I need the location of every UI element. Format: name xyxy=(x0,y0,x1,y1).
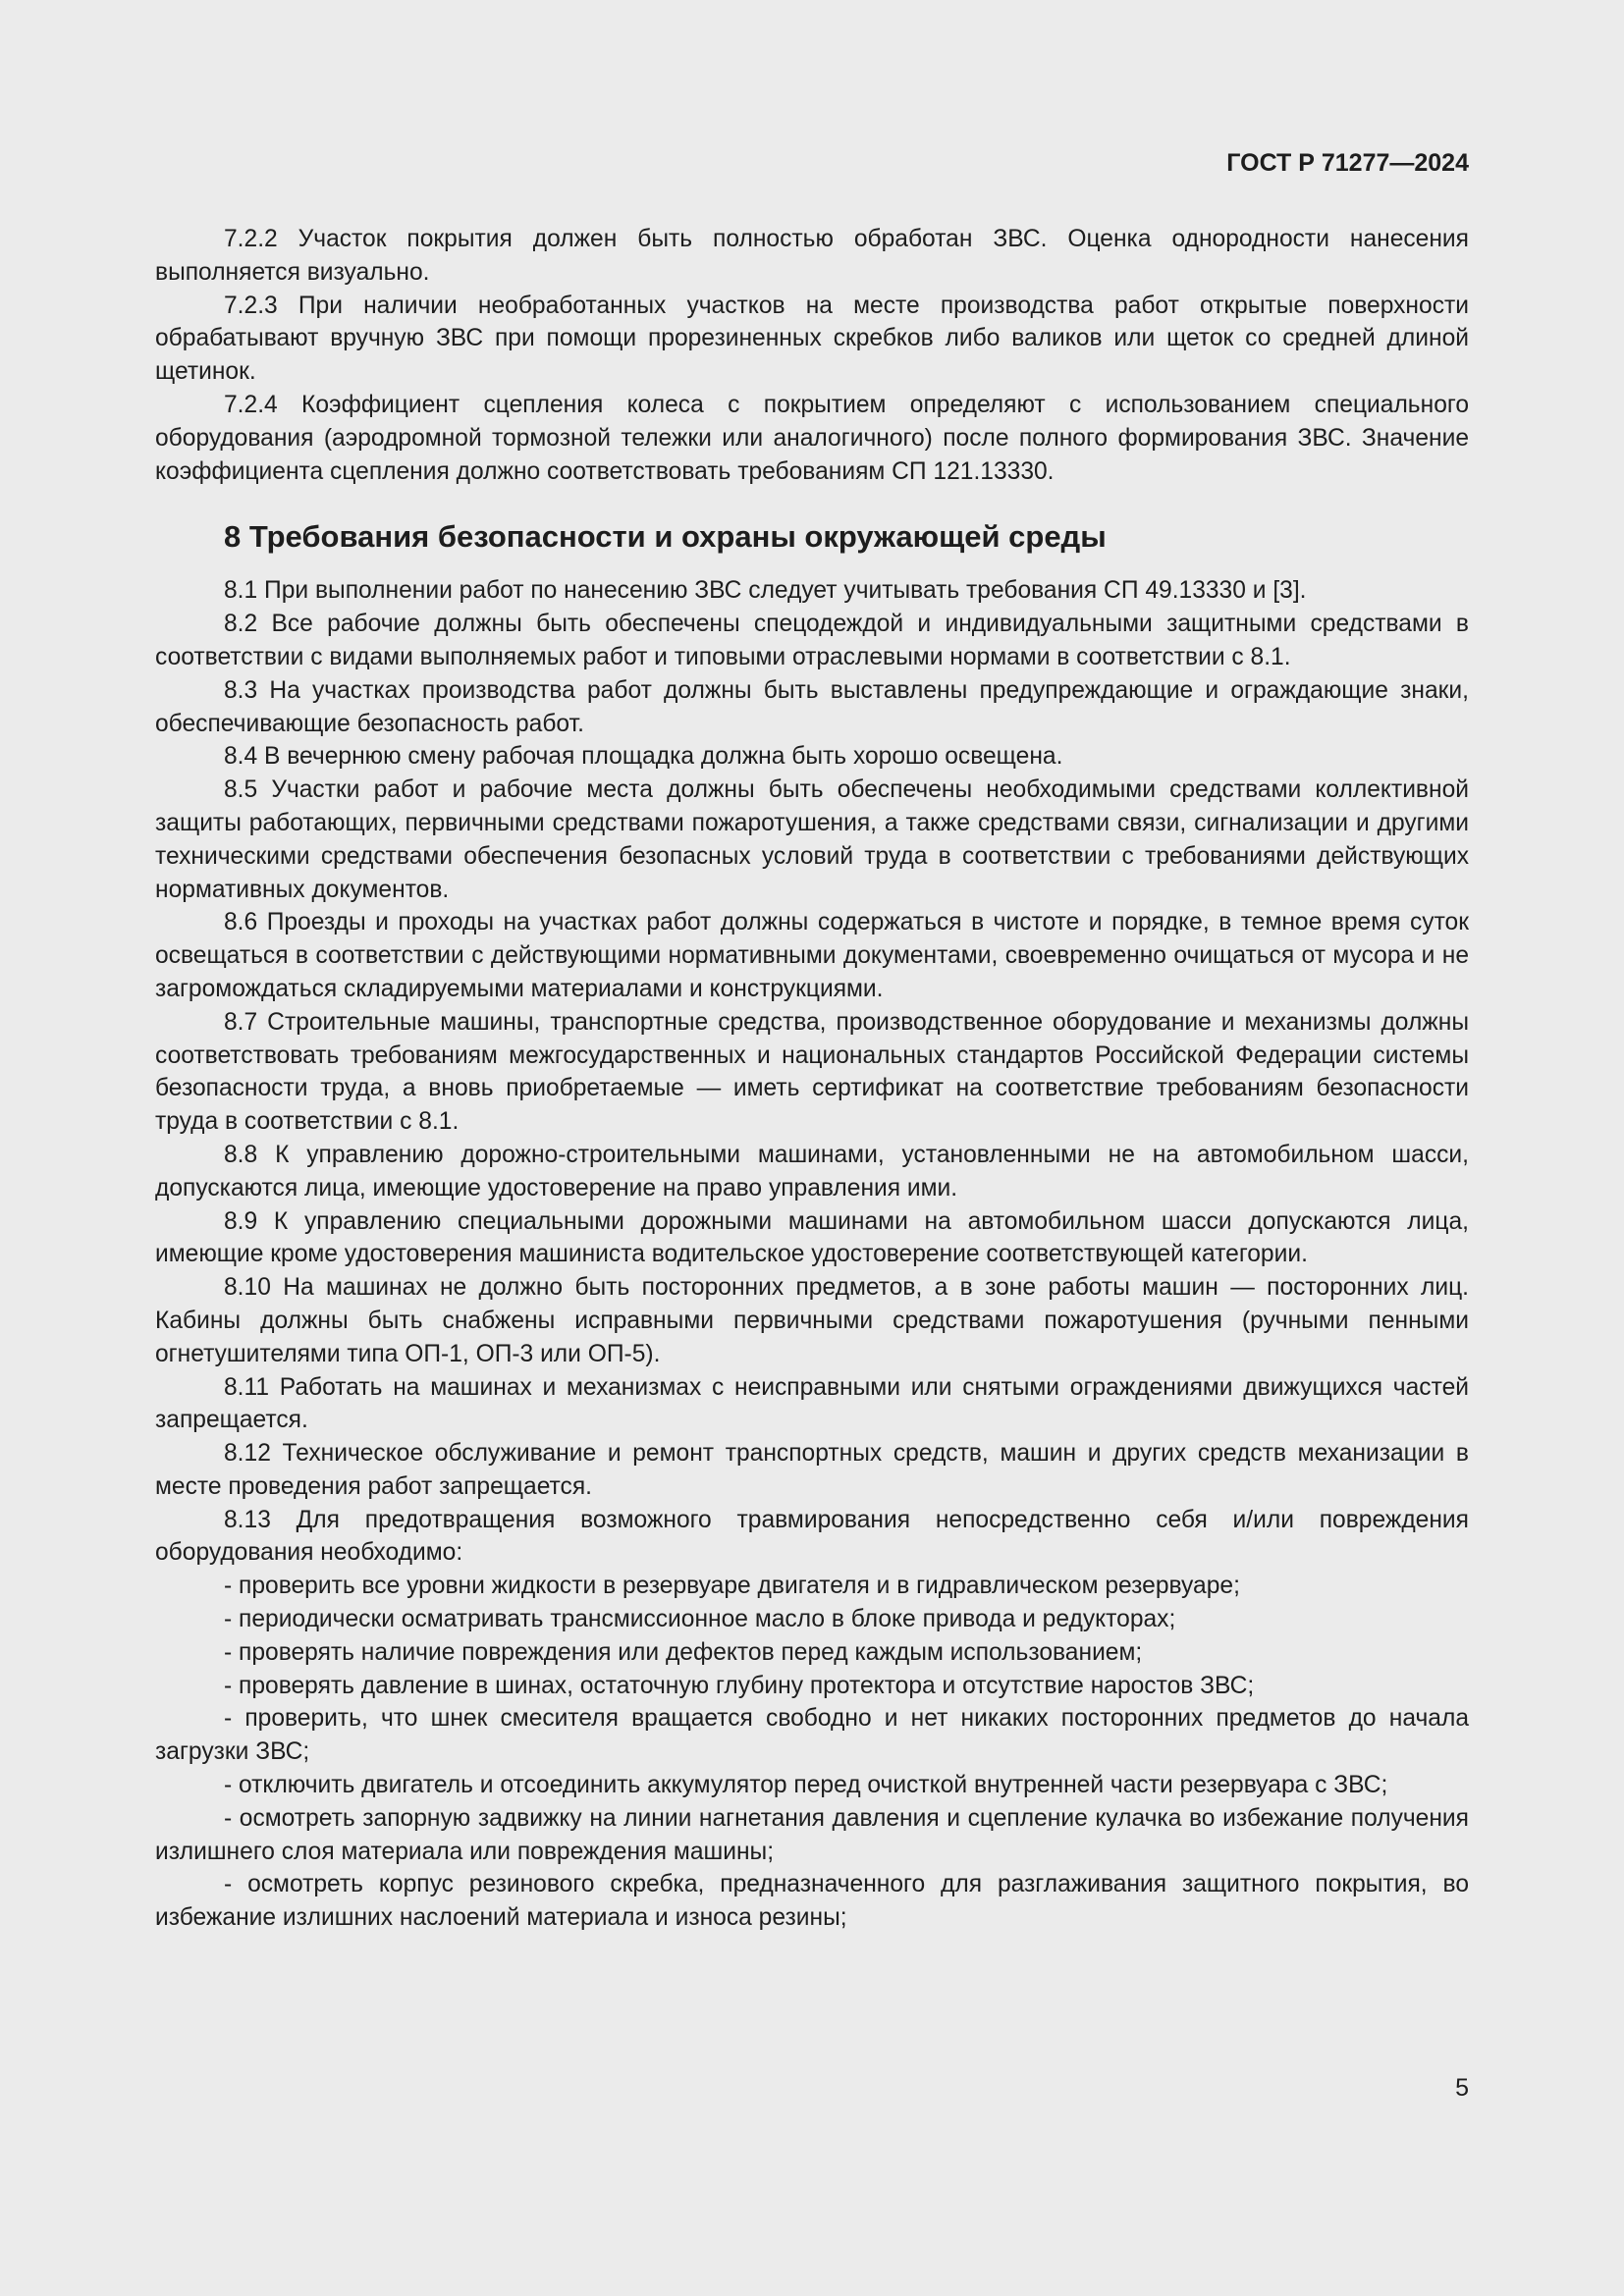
list-item: - периодически осматривать трансмиссионное масло в блоке привода и редукторах; xyxy=(224,1606,1176,1633)
paragraph-8-13: 8.13 Для предотвращения возможного травмирования непосредственно себя и/или повреждения оборудования необходимо: xyxy=(155,1506,1469,1567)
list-item: - осмотреть корпус резинового скребка, предназначенного для разглаживания защитного покрытия, во избежание излишних наслоений материала и износа резины; xyxy=(155,1871,1469,1932)
list-item: - отключить двигатель и отсоединить аккумулятор перед очисткой внутренней части резервуара с ЗВС; xyxy=(224,1772,1388,1799)
list-item: - проверять наличие повреждения или дефектов перед каждым использованием; xyxy=(224,1638,1143,1666)
list-item: - проверить, что шнек смесителя вращается свободно и нет никаких посторонних предметов до начала загрузки ЗВС; xyxy=(155,1705,1469,1766)
paragraph-8-5: 8.5 Участки работ и рабочие места должны быть обеспечены необходимыми средствами коллективной защиты работающих, первичными средствами пожаротушения, а также средствами связи, сигнализации и другими техническими средствами обеспечения безопасных условий труда в соответствии с требованиями действующих нормативных документов. xyxy=(155,776,1469,903)
paragraph-8-7: 8.7 Строительные машины, транспортные средства, производственное оборудование и механизмы должны соответствовать требованиям межгосударственных и национальных стандартов Российской Федерации системы безопасности труда, а вновь приобретаемые — иметь сертификат на соответствие требованиям безопасности труда в соответствии с 8.1. xyxy=(155,1008,1469,1136)
page-content xyxy=(155,223,1469,1935)
list-item: - осмотреть запорную задвижку на линии нагнетания давления и сцепление кулачка во избежание получения излишнего слоя материала или повреждения машины; xyxy=(155,1804,1469,1865)
paragraph-8-8: 8.8 К управлению дорожно-строительными машинами, установленными не на автомобильном шасси, допускаются лица, имеющие удостоверение на право управления ими. xyxy=(155,1141,1469,1201)
paragraph-8-9: 8.9 К управлению специальными дорожными машинами на автомобильном шасси допускаются лица, имеющие кроме удостоверения машиниста водительское удостоверение соответствующей категории. xyxy=(155,1207,1469,1268)
paragraph-8-12: 8.12 Техническое обслуживание и ремонт транспортных средств, машин и других средств механизации в месте проведения работ запрещается. xyxy=(155,1440,1469,1500)
paragraph-8-6: 8.6 Проезды и проходы на участках работ должны содержаться в чистоте и порядке, в темное время суток освещаться в соответствии с действующими нормативными документами, своевременно очищаться от мусора и не загромождаться складируемыми материалами и конструкциями. xyxy=(155,909,1469,1002)
list-item: - проверить все уровни жидкости в резервуаре двигателя и в гидравлическом резервуаре; xyxy=(224,1573,1240,1600)
page-number: 5 xyxy=(1455,2074,1469,2102)
paragraph-7-2-3: 7.2.3 При наличии необработанных участков на месте производства работ открытые поверхности обрабатывают вручную ЗВС при помощи прорезиненных скребков либо валиков или щеток со средней длиной щетинок. xyxy=(155,292,1469,386)
section-8-heading: 8 Требования безопасности и охраны окружающей среды xyxy=(224,519,1107,555)
paragraph-8-4: 8.4 В вечернюю смену рабочая площадка должна быть хорошо освещена. xyxy=(224,743,1063,771)
paragraph-8-2: 8.2 Все рабочие должны быть обеспечены спецодеждой и индивидуальными защитными средствами в соответствии с видами выполняемых работ и типовыми отраслевыми нормами в соответствии с 8.1. xyxy=(155,611,1469,670)
paragraph-8-10: 8.10 На машинах не должно быть посторонних предметов, а в зоне работы машин — посторонних лиц. Кабины должны быть снабжены исправными первичными средствами пожаротушения (ручными пенными огнетушителями типа ОП-1, ОП-3 или ОП-5). xyxy=(155,1274,1469,1367)
paragraph-8-11: 8.11 Работать на машинах и механизмах с неисправными или снятыми ограждениями движущихся частей запрещается. xyxy=(155,1373,1469,1434)
document-header-code: ГОСТ Р 71277—2024 xyxy=(1226,149,1469,177)
list-item: - проверять давление в шинах, остаточную глубину протектора и отсутствие наростов ЗВС; xyxy=(224,1672,1255,1699)
paragraph-8-3: 8.3 На участках производства работ должны быть выставлены предупреждающие и ограждающие знаки, обеспечивающие безопасность работ. xyxy=(155,676,1469,737)
paragraph-8-1: 8.1 При выполнении работ по нанесению ЗВС следует учитывать требования СП 49.13330 и [3]. xyxy=(224,577,1307,605)
paragraph-7-2-4: 7.2.4 Коэффициент сцепления колеса с покрытием определяют с использованием специального оборудования (аэродромной тормозной тележки или аналогичного) после полного формирования ЗВС. Значение коэффициента сцепления должно соответствовать требованиям СП 121.13330. xyxy=(155,391,1469,485)
paragraph-7-2-2: 7.2.2 Участок покрытия должен быть полностью обработан ЗВС. Оценка однородности нанесения выполняется визуально. xyxy=(155,226,1469,286)
